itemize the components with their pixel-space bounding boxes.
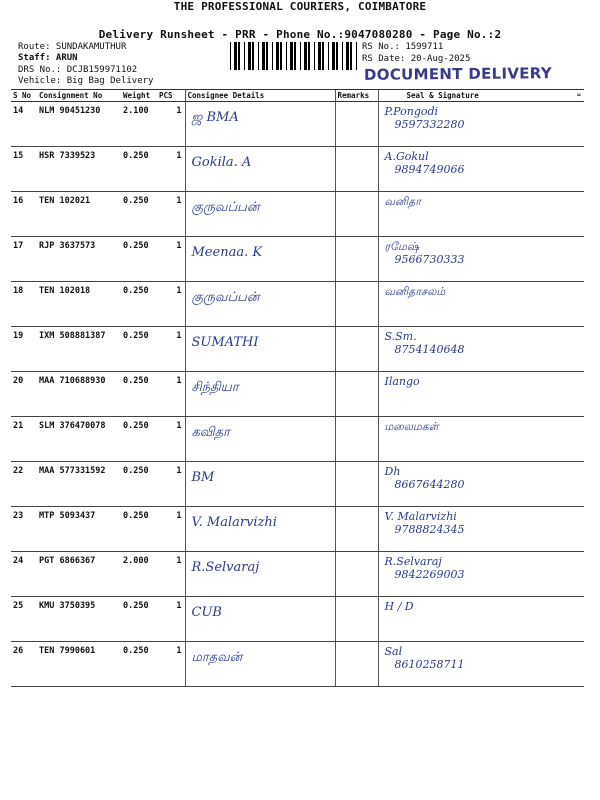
seal-phone: 9566730333 (394, 252, 465, 266)
remarks-cell (335, 237, 378, 282)
table-row (11, 237, 584, 282)
remarks-cell (335, 282, 378, 327)
seal-signature-cell (378, 462, 584, 507)
consignee-cell (185, 552, 335, 597)
seal-signature-cell (378, 597, 584, 642)
weight-cell: 2.100 (121, 102, 157, 147)
seal-signature-cell (378, 372, 584, 417)
seal-signature-cell (378, 507, 584, 552)
sno-cell: 18 (11, 282, 37, 327)
table-row (11, 372, 584, 417)
table-row (11, 102, 584, 147)
consignee-cell (185, 192, 335, 237)
staff-label: Staff: ARUN (18, 53, 78, 63)
consignment-no-cell: TEN 102018 (37, 282, 121, 327)
barcode-bar (346, 42, 349, 70)
seal-signature: வனிதா (384, 195, 422, 208)
col-header-seal-label: Seal & Signature (406, 91, 479, 100)
drs-number: DRS No.: DCJB159971102 (18, 65, 138, 75)
barcode-bar (294, 42, 296, 70)
runsheet-table (11, 89, 584, 687)
barcode (230, 42, 358, 70)
consignee-cell (185, 417, 335, 462)
barcode-bar (328, 42, 329, 70)
consignee-cell (185, 237, 335, 282)
seal-signature: V. Malarvizhi (384, 510, 457, 523)
barcode-bar (280, 42, 282, 70)
barcode-bar (318, 42, 321, 70)
pcs-cell: 1 (157, 327, 185, 372)
barcode-bar (322, 42, 324, 70)
sno-cell: 17 (11, 237, 37, 282)
table-row (11, 147, 584, 192)
consignment-no-cell: TEN 102021 (37, 192, 121, 237)
pcs-cell: 1 (157, 372, 185, 417)
rs-number: RS No.: 1599711 (362, 42, 444, 52)
seal-phone: 9597332280 (394, 117, 465, 131)
seal-signature: Dh (384, 465, 401, 478)
consignee-signature: Meenaa. K (191, 245, 263, 260)
weight-cell: 2.000 (121, 552, 157, 597)
sno-cell: 21 (11, 417, 37, 462)
pcs-cell: 1 (157, 282, 185, 327)
consignee-signature: குருவப்பன் (191, 200, 260, 215)
seal-phone: 8610258711 (394, 657, 465, 671)
barcode-bar (308, 42, 310, 70)
remarks-cell (335, 462, 378, 507)
barcode-bar (230, 42, 231, 70)
pcs-cell: 1 (157, 642, 185, 687)
seal-signature: A.Gokul (384, 150, 429, 163)
seal-signature: H / D (384, 600, 414, 613)
company-title: THE PROFESSIONAL COURIERS, COIMBATORE (173, 0, 427, 13)
consignee-cell (185, 597, 335, 642)
consignee-cell (185, 327, 335, 372)
runsheet-title: Delivery Runsheet - PRR - Phone No.:9047080280 - Page No.:2 (98, 28, 502, 41)
barcode-bar (300, 42, 301, 70)
consignee-signature: கவிதா (191, 425, 230, 440)
consignee-signature: R.Selvaraj (191, 560, 260, 575)
pcs-cell: 1 (157, 147, 185, 192)
seal-signature-cell (378, 237, 584, 282)
rs-date: RS Date: 20-Aug-2025 (362, 54, 471, 64)
remarks-cell (335, 642, 378, 687)
sno-cell: 14 (11, 102, 37, 147)
sno-cell: 16 (11, 192, 37, 237)
seal-phone: 9894749066 (394, 162, 465, 176)
table-body (11, 102, 584, 687)
consignment-no-cell: IXM 508881387 (37, 327, 121, 372)
table-row (11, 597, 584, 642)
seal-signature-cell (378, 417, 584, 462)
consignee-cell (185, 462, 335, 507)
barcode-bar (356, 42, 357, 70)
barcode-bar (262, 42, 265, 70)
remarks-cell (335, 102, 378, 147)
remarks-cell (335, 192, 378, 237)
scroll-icon: ≈ (576, 91, 581, 99)
seal-signature: Sal (384, 645, 403, 658)
seal-signature-cell (378, 192, 584, 237)
sno-cell: 23 (11, 507, 37, 552)
weight-cell: 0.250 (121, 372, 157, 417)
pcs-cell: 1 (157, 192, 185, 237)
table-header-row (11, 90, 584, 102)
seal-signature: S.Sm. (384, 330, 417, 343)
consignee-cell (185, 147, 335, 192)
weight-cell: 0.250 (121, 597, 157, 642)
seal-phone: 8667644280 (394, 477, 465, 491)
table-row (11, 192, 584, 237)
pcs-cell: 1 (157, 417, 185, 462)
consignment-no-cell: KMU 3750395 (37, 597, 121, 642)
consignment-no-cell: MAA 577331592 (37, 462, 121, 507)
consignee-cell (185, 507, 335, 552)
weight-cell: 0.250 (121, 237, 157, 282)
seal-phone: 9842269003 (394, 567, 465, 581)
seal-signature: மலைமகள் (384, 420, 439, 433)
barcode-bar (238, 42, 240, 70)
consignment-no-cell: SLM 376470078 (37, 417, 121, 462)
seal-signature: P.Pongodi (384, 105, 439, 118)
seal-signature: Ilango (384, 375, 420, 388)
seal-phone: 9788824345 (394, 522, 465, 536)
consignee-cell (185, 642, 335, 687)
barcode-bar (336, 42, 338, 70)
consignee-signature: சிந்தியா (191, 380, 239, 395)
weight-cell: 0.250 (121, 327, 157, 372)
remarks-cell (335, 552, 378, 597)
pcs-cell: 1 (157, 462, 185, 507)
barcode-bar (332, 42, 335, 70)
weight-cell: 0.250 (121, 507, 157, 552)
pcs-cell: 1 (157, 237, 185, 282)
col-header-consignee: Consignee Details (185, 90, 335, 102)
seal-signature-cell (378, 327, 584, 372)
barcode-bar (266, 42, 268, 70)
pcs-cell: 1 (157, 597, 185, 642)
seal-signature-cell (378, 102, 584, 147)
weight-cell: 0.250 (121, 417, 157, 462)
consignee-signature: ஜ BMA (191, 110, 239, 125)
barcode-bar (272, 42, 273, 70)
pcs-cell: 1 (157, 507, 185, 552)
consignment-no-cell: HSR 7339523 (37, 147, 121, 192)
pcs-cell: 1 (157, 102, 185, 147)
sno-cell: 26 (11, 642, 37, 687)
col-header-weight: Weight (121, 90, 157, 102)
table-row (11, 462, 584, 507)
barcode-bar (290, 42, 293, 70)
seal-signature-cell (378, 147, 584, 192)
barcode-bar (350, 42, 352, 70)
col-header-pcs: PCS (157, 90, 185, 102)
vehicle-label: Vehicle: Big Bag Delivery (18, 76, 154, 86)
seal-signature-cell (378, 282, 584, 327)
seal-phone: 8754140648 (394, 342, 465, 356)
consignee-cell (185, 102, 335, 147)
barcode-bar (234, 42, 237, 70)
barcode-bar (314, 42, 315, 70)
weight-cell: 0.250 (121, 147, 157, 192)
seal-signature: R.Selvaraj (384, 555, 442, 568)
table-row (11, 642, 584, 687)
sno-cell: 19 (11, 327, 37, 372)
seal-signature: வனிதாசலம் (384, 285, 446, 298)
barcode-bar (244, 42, 245, 70)
col-header-consignment: Consignment No (37, 90, 121, 102)
weight-cell: 0.250 (121, 192, 157, 237)
weight-cell: 0.250 (121, 462, 157, 507)
barcode-bar (286, 42, 287, 70)
consignee-signature: SUMATHI (191, 335, 259, 350)
table-row (11, 417, 584, 462)
table-row (11, 552, 584, 597)
weight-cell: 0.250 (121, 642, 157, 687)
consignee-signature: குருவப்பன் (191, 290, 260, 305)
remarks-cell (335, 372, 378, 417)
col-header-sno: S No (11, 90, 37, 102)
sno-cell: 22 (11, 462, 37, 507)
consignee-signature: V. Malarvizhi (191, 515, 277, 530)
document-delivery-stamp: DOCUMENT DELIVERY (363, 64, 553, 84)
seal-signature: ரமேஷ் (384, 240, 420, 253)
table-row (11, 282, 584, 327)
sno-cell: 25 (11, 597, 37, 642)
col-header-remarks: Remarks (335, 90, 378, 102)
consignee-cell (185, 372, 335, 417)
remarks-cell (335, 417, 378, 462)
remarks-cell (335, 597, 378, 642)
consignment-no-cell: MAA 710688930 (37, 372, 121, 417)
consignment-no-cell: RJP 3637573 (37, 237, 121, 282)
consignee-signature: மாதவன் (191, 650, 243, 665)
remarks-cell (335, 147, 378, 192)
consignment-no-cell: PGT 6866367 (37, 552, 121, 597)
table-row (11, 327, 584, 372)
barcode-bar (276, 42, 279, 70)
barcode-bar (304, 42, 307, 70)
consignment-no-cell: TEN 7990601 (37, 642, 121, 687)
sno-cell: 20 (11, 372, 37, 417)
consignment-no-cell: MTP 5093437 (37, 507, 121, 552)
barcode-bar (258, 42, 259, 70)
pcs-cell: 1 (157, 552, 185, 597)
sno-cell: 24 (11, 552, 37, 597)
route-label: Route: SUNDAKAMUTHUR (18, 42, 127, 52)
seal-signature-cell (378, 552, 584, 597)
consignee-cell (185, 282, 335, 327)
barcode-bar (342, 42, 343, 70)
seal-signature-cell (378, 642, 584, 687)
consignee-signature: Gokila. A (191, 155, 252, 170)
remarks-cell (335, 327, 378, 372)
barcode-bar (252, 42, 254, 70)
barcode-bar (248, 42, 251, 70)
weight-cell: 0.250 (121, 282, 157, 327)
table-row (11, 507, 584, 552)
sno-cell: 15 (11, 147, 37, 192)
remarks-cell (335, 507, 378, 552)
col-header-seal (378, 90, 584, 102)
consignee-signature: CUB (191, 605, 222, 620)
consignee-signature: BM (191, 470, 215, 485)
consignment-no-cell: NLM 90451230 (37, 102, 121, 147)
